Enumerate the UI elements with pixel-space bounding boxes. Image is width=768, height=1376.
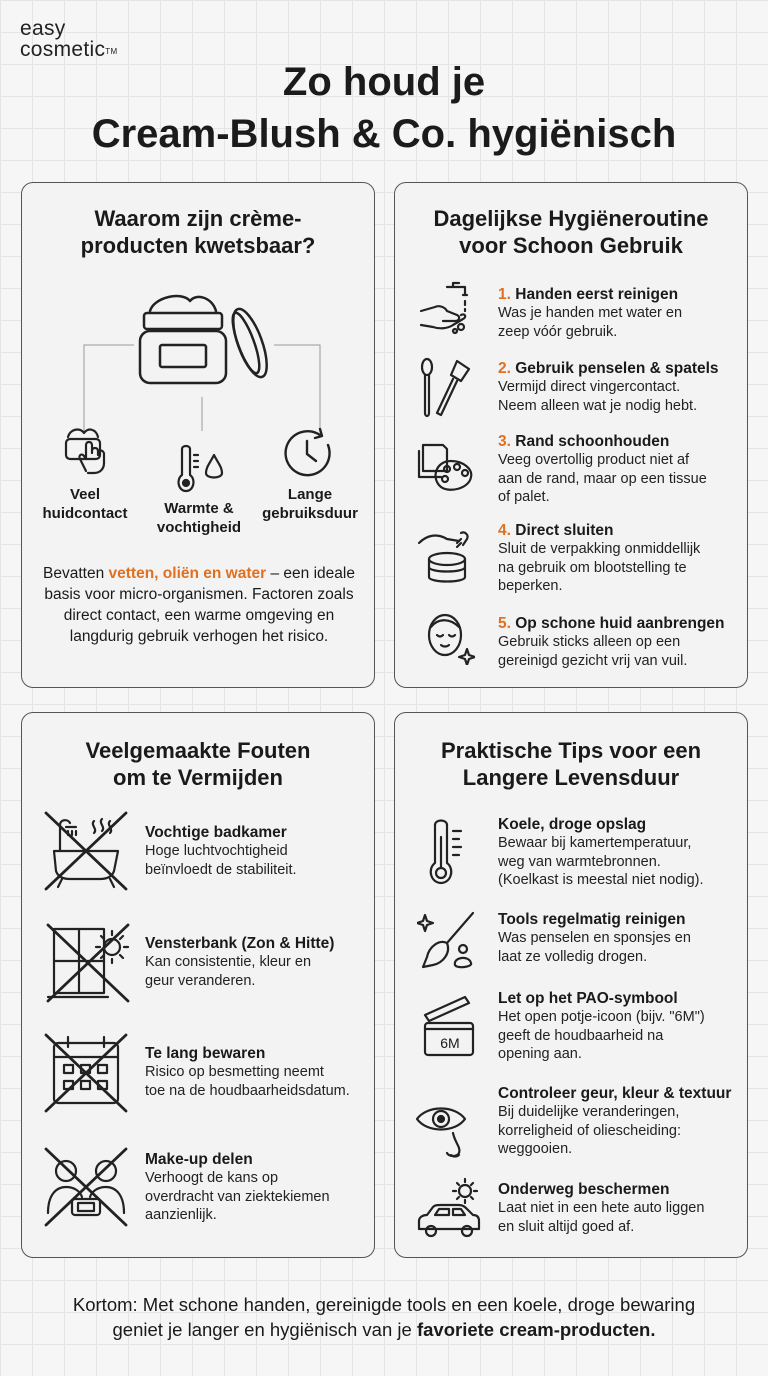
mistake-storing-too-long: Te lang bewaren Risico op besmetting neemt toe na de houdbaarheidsdatum. [145,1045,350,1099]
hand-washing-icon [417,281,473,337]
tip-clean-tools: Tools regelmatig reinigen Was penselen en sponsjes en laat ze volledig drogen. [498,911,691,965]
logo-line2: cosmetic™ [20,38,118,61]
footer-bold-text: favoriete cream-producten. [416,1319,656,1340]
card-why-vulnerable [21,182,375,688]
card-practical-tips [394,712,748,1258]
brand-logo [20,18,117,60]
clock-icon [282,427,336,479]
card-daily-routine [394,182,748,688]
mistake-windowsill: Vensterbank (Zon & Hitte) Kan consistentie, kleur en geur veranderen. [145,935,335,989]
mistake-sharing-makeup: Make-up delen Verhoogt de kans op overdracht van ziektekiemen aanzienlijk. [145,1151,330,1223]
pao-badge: 6M [440,1035,460,1051]
card-common-mistakes [21,712,375,1258]
factor-long-use: Lange gebruiksduur [262,486,358,522]
tip-pao-symbol: Let op het PAO-symbool Het open potje-icoon (bijv. "6M") geeft de houdbaarheid na opening aan. [498,990,705,1062]
spatula-brush-icon [417,357,473,419]
step-1: 1. Handen eerst reinigen Was je handen met water en zeep vóór gebruik. [498,286,683,340]
car-sun-icon [415,1177,481,1241]
mistake-humid-bathroom: Vochtige badkamer Hoge luchtvochtigheid beïnvloedt de stabiliteit. [145,824,297,878]
highlight-ingredients: vetten, oliën en water [108,565,267,582]
thermometer-drop-icon [172,443,228,495]
card-title: Waarom zijn crème- producten kwetsbaar? [80,206,316,258]
hand-touching-jar-icon [62,423,108,475]
logo-line1: easy [20,17,66,40]
crossed-calendar-icon [44,1033,128,1113]
trademark: TM [105,47,118,56]
thermometer-icon [421,817,471,887]
tip-cool-dry-storage: Koele, droge opslag Bewaar bij kamertemperatuur, weg van warmtebronnen. (Koelkast is meestal niet nodig). [498,816,704,888]
step-5: 5. Op schone huid aanbrengen Gebruik sticks alleen op een gereinigd gezicht vrij van vuil. [498,615,725,669]
eye-nose-icon [415,1099,473,1161]
page-title: Zo houd je Cream-Blush & Co. hygiënisch [91,60,677,156]
connector-lines [82,343,322,433]
factor-skin-contact: Veel huidcontact [42,486,128,522]
why-paragraph: Bevatten vetten, oliën en water – een ideale basis voor micro-organismen. Factoren zoals direct contact, een warme omgeving en langdurig gebruik verhogen het risico. [43,565,355,645]
summary-footer: Kortom: Met schone handen, gereinigde tools en een koele, droge bewaring geniet je langer en hygiënisch van je favoriete cream-producten. [72,1294,696,1340]
tip-protect-on-the-go: Onderweg beschermen Laat niet in een hete auto liggen en sluit altijd goed af. [498,1181,705,1235]
step-3: 3. Rand schoonhouden Veeg overtollig product niet af aan de rand, maar op een tissue of palet. [498,433,707,505]
clean-face-icon [423,609,475,665]
closing-jar-icon [417,529,473,587]
crossed-sharing-people-icon [44,1147,128,1227]
factor-heat-humidity: Warmte & vochtigheid [156,500,242,536]
card-title: Praktische Tips voor een Langere Levensduur [440,738,702,790]
palette-tissue-icon [417,439,473,493]
tip-check-smell-color: Controleer geur, kleur & textuur Bij duidelijke veranderingen, korreligheid of oliescheiding: weggooien. [498,1085,732,1157]
card-title: Veelgemaakte Fouten om te Vermijden [85,738,311,790]
step-4: 4. Direct sluiten Sluit de verpakking onmiddellijk na gebruik om blootstelling te beperken. [498,522,701,594]
crossed-bathtub-icon [44,811,128,891]
step-2: 2. Gebruik penselen & spatels Vermijd direct vingercontact. Neem alleen wat je nodig hebt. [498,360,719,414]
brush-cleaning-icon [417,909,479,971]
card-title: Dagelijkse Hygiëneroutine voor Schoon Gebruik [433,206,709,258]
crossed-window-sun-icon [46,923,130,1003]
